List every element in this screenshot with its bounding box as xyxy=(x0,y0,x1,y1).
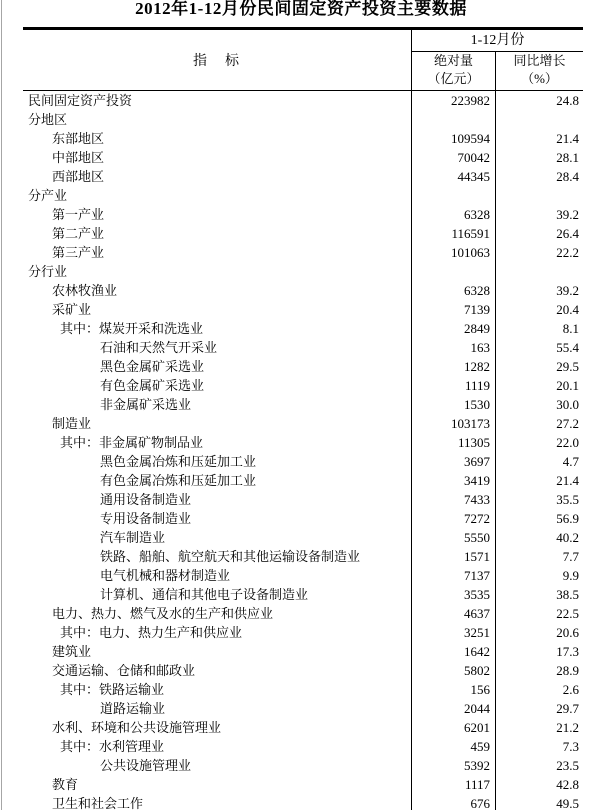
row-yoy-growth: 7.3 xyxy=(495,737,583,756)
table-row xyxy=(23,376,583,395)
row-yoy-growth: 56.9 xyxy=(495,509,583,528)
row-indicator-label: 交通运输、仓储和邮政业 xyxy=(52,663,196,678)
table-row xyxy=(23,623,583,642)
row-absolute-value: 459 xyxy=(411,737,495,756)
row-absolute-value: 6328 xyxy=(411,205,495,224)
header-yoy-growth-line2: （%） xyxy=(521,71,558,86)
row-absolute-value: 3697 xyxy=(411,452,495,471)
page-title: 2012年1-12月份民间固定资产投资主要数据 xyxy=(135,0,467,18)
row-indicator-label: 分产业 xyxy=(28,188,68,203)
table-row xyxy=(23,186,583,205)
table-body xyxy=(23,91,583,810)
header-absolute-value xyxy=(412,52,495,90)
table-row xyxy=(23,775,583,794)
row-yoy-growth xyxy=(495,110,583,129)
row-yoy-growth: 4.7 xyxy=(495,452,583,471)
row-absolute-value: 1571 xyxy=(411,547,495,566)
row-absolute-value: 103173 xyxy=(411,414,495,433)
row-indicator-label: 第二产业 xyxy=(52,226,105,241)
row-absolute-value: 116591 xyxy=(411,224,495,243)
header-data-group xyxy=(411,30,583,90)
header-absolute-value-line1: 绝对量 xyxy=(433,53,473,68)
row-indicator-label: 石油和天然气开采业 xyxy=(100,340,218,355)
row-yoy-growth: 27.2 xyxy=(495,414,583,433)
row-absolute-value: 5802 xyxy=(411,661,495,680)
table-row xyxy=(23,528,583,547)
table-row xyxy=(23,338,583,357)
row-indicator-label: 第一产业 xyxy=(52,207,105,222)
row-yoy-growth: 39.2 xyxy=(495,281,583,300)
row-yoy-growth: 7.7 xyxy=(495,547,583,566)
header-indicator: 指 标 xyxy=(193,54,241,69)
header-yoy-growth xyxy=(495,52,583,90)
row-indicator-label: 有色金属冶炼和压延加工业 xyxy=(100,473,257,488)
row-yoy-growth: 20.4 xyxy=(495,300,583,319)
row-indicator-label: 分地区 xyxy=(28,112,68,127)
row-yoy-growth: 21.2 xyxy=(495,718,583,737)
row-indicator-label: 非金属矿采选业 xyxy=(100,397,192,412)
row-absolute-value: 6328 xyxy=(411,281,495,300)
row-absolute-value: 5392 xyxy=(411,756,495,775)
table-row xyxy=(23,243,583,262)
row-yoy-growth: 49.5 xyxy=(495,794,583,810)
header-period: 1-12月份 xyxy=(412,30,583,52)
row-indicator-label: 有色金属矿采选业 xyxy=(100,378,205,393)
row-absolute-value: 70042 xyxy=(411,148,495,167)
row-yoy-growth: 29.7 xyxy=(495,699,583,718)
row-absolute-value: 163 xyxy=(411,338,495,357)
table-row xyxy=(23,471,583,490)
table-row xyxy=(23,566,583,585)
row-indicator-label: 电力、热力、燃气及水的生产和供应业 xyxy=(52,606,274,621)
table-row xyxy=(23,642,583,661)
row-absolute-value: 7139 xyxy=(411,300,495,319)
row-yoy-growth: 17.3 xyxy=(495,642,583,661)
table-row xyxy=(23,319,583,338)
table-row xyxy=(23,699,583,718)
row-yoy-growth: 28.1 xyxy=(495,148,583,167)
table-row xyxy=(23,756,583,775)
table-row xyxy=(23,262,583,281)
row-indicator-label: 其中：非金属矿物制品业 xyxy=(60,435,204,450)
page-edge-line xyxy=(1,0,2,810)
table-row xyxy=(23,300,583,319)
header-yoy-growth-line1: 同比增长 xyxy=(513,53,566,68)
row-indicator-label: 通用设备制造业 xyxy=(100,492,192,507)
row-yoy-growth: 8.1 xyxy=(495,319,583,338)
row-absolute-value: 1119 xyxy=(411,376,495,395)
table-row xyxy=(23,91,583,110)
row-indicator-label: 黑色金属冶炼和压延加工业 xyxy=(100,454,257,469)
row-yoy-growth: 29.5 xyxy=(495,357,583,376)
row-absolute-value: 11305 xyxy=(411,433,495,452)
table-row xyxy=(23,395,583,414)
row-absolute-value xyxy=(411,110,495,129)
table-row xyxy=(23,433,583,452)
row-absolute-value: 109594 xyxy=(411,129,495,148)
table-row xyxy=(23,205,583,224)
header-subcolumns xyxy=(412,52,583,90)
table-row xyxy=(23,148,583,167)
row-indicator-label: 其中：煤炭开采和洗选业 xyxy=(60,321,204,336)
row-yoy-growth: 23.5 xyxy=(495,756,583,775)
row-absolute-value: 1117 xyxy=(411,775,495,794)
table-row xyxy=(23,224,583,243)
row-indicator-label: 计算机、通信和其他电子设备制造业 xyxy=(100,587,309,602)
table-row xyxy=(23,585,583,604)
row-yoy-growth: 22.5 xyxy=(495,604,583,623)
table-row xyxy=(23,357,583,376)
row-yoy-growth: 21.4 xyxy=(495,471,583,490)
table-row xyxy=(23,167,583,186)
row-absolute-value: 156 xyxy=(411,680,495,699)
row-yoy-growth: 39.2 xyxy=(495,205,583,224)
row-yoy-growth xyxy=(495,186,583,205)
row-indicator-label: 公共设施管理业 xyxy=(100,758,192,773)
row-yoy-growth: 2.6 xyxy=(495,680,583,699)
row-yoy-growth: 24.8 xyxy=(495,91,583,110)
row-yoy-growth: 42.8 xyxy=(495,775,583,794)
table-row xyxy=(23,490,583,509)
row-indicator-label: 西部地区 xyxy=(52,169,105,184)
table-row xyxy=(23,604,583,623)
row-indicator-label: 建筑业 xyxy=(52,644,92,659)
table-row xyxy=(23,281,583,300)
row-absolute-value: 101063 xyxy=(411,243,495,262)
row-indicator-label: 其中：水利管理业 xyxy=(60,739,165,754)
statistics-table xyxy=(23,27,583,810)
table-row xyxy=(23,737,583,756)
row-indicator-label: 黑色金属矿采选业 xyxy=(100,359,205,374)
row-absolute-value xyxy=(411,186,495,205)
row-absolute-value: 3535 xyxy=(411,585,495,604)
row-yoy-growth: 20.6 xyxy=(495,623,583,642)
row-absolute-value: 1282 xyxy=(411,357,495,376)
table-row xyxy=(23,129,583,148)
row-yoy-growth: 21.4 xyxy=(495,129,583,148)
row-yoy-growth: 30.0 xyxy=(495,395,583,414)
row-absolute-value: 5550 xyxy=(411,528,495,547)
row-indicator-label: 汽车制造业 xyxy=(100,530,166,545)
row-indicator-label: 其中：铁路运输业 xyxy=(60,682,165,697)
row-absolute-value: 3419 xyxy=(411,471,495,490)
row-yoy-growth: 28.9 xyxy=(495,661,583,680)
row-absolute-value: 4637 xyxy=(411,604,495,623)
row-indicator-label: 铁路、船舶、航空航天和其他运输设备制造业 xyxy=(100,549,361,564)
table-row xyxy=(23,509,583,528)
row-yoy-growth: 22.0 xyxy=(495,433,583,452)
row-absolute-value: 1530 xyxy=(411,395,495,414)
row-indicator-label: 卫生和社会工作 xyxy=(52,796,144,810)
table-row xyxy=(23,414,583,433)
row-indicator-label: 中部地区 xyxy=(52,150,105,165)
row-absolute-value: 676 xyxy=(411,794,495,810)
row-yoy-growth: 26.4 xyxy=(495,224,583,243)
table-header xyxy=(23,30,583,91)
header-absolute-value-line2: （亿元） xyxy=(427,71,480,86)
row-indicator-label: 专用设备制造业 xyxy=(100,511,192,526)
row-yoy-growth: 35.5 xyxy=(495,490,583,509)
row-indicator-label: 教育 xyxy=(52,777,79,792)
row-absolute-value: 44345 xyxy=(411,167,495,186)
row-absolute-value: 6201 xyxy=(411,718,495,737)
row-absolute-value: 223982 xyxy=(411,91,495,110)
row-yoy-growth xyxy=(495,262,583,281)
table-row xyxy=(23,680,583,699)
row-yoy-growth: 40.2 xyxy=(495,528,583,547)
row-yoy-growth: 20.1 xyxy=(495,376,583,395)
row-indicator-label: 第三产业 xyxy=(52,245,105,260)
row-yoy-growth: 9.9 xyxy=(495,566,583,585)
table-row xyxy=(23,661,583,680)
row-yoy-growth: 55.4 xyxy=(495,338,583,357)
row-indicator-label: 分行业 xyxy=(28,264,68,279)
row-absolute-value xyxy=(411,262,495,281)
row-indicator-label: 水利、环境和公共设施管理业 xyxy=(52,720,222,735)
row-yoy-growth: 28.4 xyxy=(495,167,583,186)
row-indicator-label: 道路运输业 xyxy=(100,701,166,716)
row-indicator-label: 民间固定资产投资 xyxy=(28,93,133,108)
row-absolute-value: 2849 xyxy=(411,319,495,338)
table-row xyxy=(23,110,583,129)
row-absolute-value: 2044 xyxy=(411,699,495,718)
row-absolute-value: 3251 xyxy=(411,623,495,642)
row-yoy-growth: 22.2 xyxy=(495,243,583,262)
table-row xyxy=(23,547,583,566)
row-indicator-label: 其中：电力、热力生产和供应业 xyxy=(60,625,243,640)
row-indicator-label: 电气机械和器材制造业 xyxy=(100,568,231,583)
row-indicator-label: 东部地区 xyxy=(52,131,105,146)
row-indicator-label: 采矿业 xyxy=(52,302,92,317)
table-row xyxy=(23,794,583,810)
row-absolute-value: 7137 xyxy=(411,566,495,585)
row-absolute-value: 7433 xyxy=(411,490,495,509)
row-indicator-label: 制造业 xyxy=(52,416,92,431)
table-row xyxy=(23,718,583,737)
row-yoy-growth: 38.5 xyxy=(495,585,583,604)
row-absolute-value: 1642 xyxy=(411,642,495,661)
row-indicator-label: 农林牧渔业 xyxy=(52,283,118,298)
row-absolute-value: 7272 xyxy=(411,509,495,528)
table-row xyxy=(23,452,583,471)
